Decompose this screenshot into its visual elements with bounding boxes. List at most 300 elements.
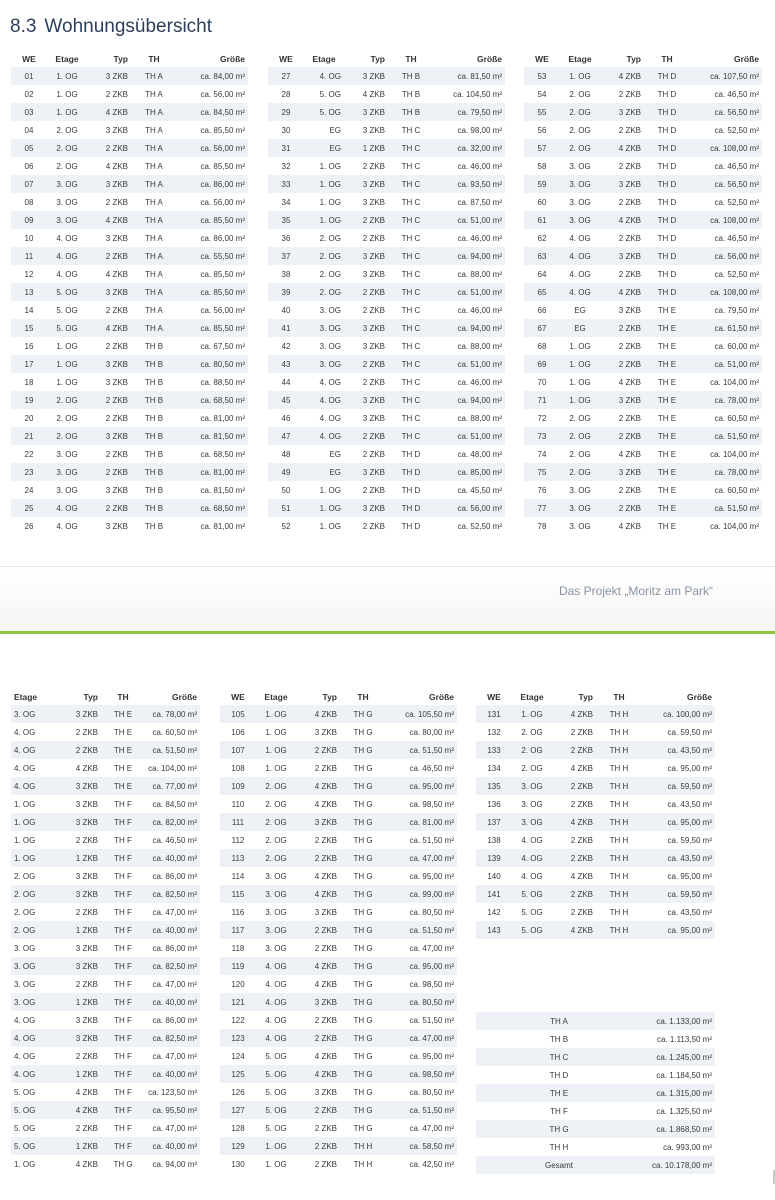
typ-cell: 3 ZKB <box>87 67 131 85</box>
groesse-cell: ca. 94,00 m² <box>434 247 505 265</box>
we-cell: 78 <box>524 517 560 535</box>
apartment-table-bottom-1 <box>11 688 200 1173</box>
header-typ: Typ <box>370 53 385 64</box>
typ-cell: 2 ZKB <box>600 229 644 247</box>
table-row <box>220 921 457 939</box>
groesse-cell: ca. 46,50 m² <box>690 157 762 175</box>
groesse-cell: ca. 98,00 m² <box>434 121 505 139</box>
header-th: TH <box>661 53 673 64</box>
table-row <box>220 1065 457 1083</box>
groesse-cell: ca. 46,00 m² <box>434 157 505 175</box>
we-cell: 75 <box>524 463 560 481</box>
header-groesse: Größe <box>733 53 759 64</box>
we-cell: 109 <box>220 777 256 795</box>
etage-cell: 5. OG <box>256 1047 296 1065</box>
typ-cell: 3 ZKB <box>600 301 644 319</box>
th-cell: TH E <box>644 355 690 373</box>
table-row <box>524 67 762 85</box>
typ-cell: 1 ZKB <box>51 993 101 1011</box>
groesse-cell: ca. 85,50 m² <box>177 211 248 229</box>
we-cell: 24 <box>11 481 47 499</box>
etage-cell: 1. OG <box>11 831 51 849</box>
typ-cell: 4 ZKB <box>600 445 644 463</box>
table-row <box>268 319 505 337</box>
groesse-cell: ca. 43,50 m² <box>642 903 715 921</box>
th-cell: TH G <box>340 921 386 939</box>
typ-cell: 3 ZKB <box>51 939 101 957</box>
table-header-row <box>220 688 457 705</box>
th-cell: TH D <box>644 247 690 265</box>
th-cell: TH D <box>388 463 434 481</box>
groesse-cell: ca. 108,00 m² <box>690 211 762 229</box>
table-row <box>524 211 762 229</box>
typ-cell: 4 ZKB <box>296 777 340 795</box>
groesse-cell: ca. 98,50 m² <box>386 1065 457 1083</box>
groesse-cell: ca. 68,50 m² <box>177 391 248 409</box>
table-row <box>11 211 248 229</box>
th-cell: TH A <box>131 85 177 103</box>
groesse-cell: ca. 88,50 m² <box>177 373 248 391</box>
groesse-cell: ca. 94,00 m² <box>434 391 505 409</box>
etage-cell: 4. OG <box>304 373 344 391</box>
etage-cell: 5. OG <box>256 1065 296 1083</box>
table-row <box>11 957 200 975</box>
th-cell: TH D <box>644 175 690 193</box>
th-cell: TH B <box>131 445 177 463</box>
groesse-cell: ca. 95,50 m² <box>145 1101 200 1119</box>
groesse-cell: ca. 98,50 m² <box>386 975 457 993</box>
table-row <box>220 723 457 741</box>
table-row <box>11 813 200 831</box>
table-header-row <box>268 50 505 67</box>
typ-cell: 3 ZKB <box>600 247 644 265</box>
summary-area-cell: ca. 1.245,00 m² <box>642 1048 715 1066</box>
etage-cell: 4. OG <box>47 247 87 265</box>
etage-cell: 5. OG <box>11 1101 51 1119</box>
etage-cell: 1. OG <box>304 517 344 535</box>
header-th: TH <box>357 691 369 702</box>
th-cell: TH H <box>596 885 642 903</box>
groesse-cell: ca. 46,50 m² <box>690 85 762 103</box>
table-row <box>11 499 248 517</box>
table-row <box>220 1047 457 1065</box>
summary-row <box>476 1048 715 1066</box>
groesse-cell: ca. 104,00 m² <box>145 759 200 777</box>
header-we: WE <box>22 53 36 64</box>
table-row <box>11 1119 200 1137</box>
typ-cell: 2 ZKB <box>344 517 388 535</box>
table-row <box>220 903 457 921</box>
table-row <box>268 373 505 391</box>
typ-cell: 2 ZKB <box>87 139 131 157</box>
header-th: TH <box>405 53 417 64</box>
groesse-cell: ca. 82,00 m² <box>145 813 200 831</box>
etage-cell: 4. OG <box>304 67 344 85</box>
typ-cell: 4 ZKB <box>296 705 340 723</box>
table-row <box>11 1101 200 1119</box>
green-divider <box>0 631 775 634</box>
typ-cell: 3 ZKB <box>344 391 388 409</box>
header-groesse: Größe <box>219 53 245 64</box>
we-cell: 48 <box>268 445 304 463</box>
typ-cell: 4 ZKB <box>51 1083 101 1101</box>
etage-cell: 5. OG <box>512 903 552 921</box>
typ-cell: 2 ZKB <box>344 427 388 445</box>
we-cell: 138 <box>476 831 512 849</box>
th-cell: TH C <box>388 301 434 319</box>
we-cell: 56 <box>524 121 560 139</box>
typ-cell: 3 ZKB <box>51 777 101 795</box>
th-cell: TH G <box>340 867 386 885</box>
etage-cell: 3. OG <box>47 211 87 229</box>
we-cell: 119 <box>220 957 256 975</box>
etage-cell: 3. OG <box>304 355 344 373</box>
th-cell: TH C <box>388 283 434 301</box>
we-cell: 49 <box>268 463 304 481</box>
typ-cell: 3 ZKB <box>344 499 388 517</box>
summary-row <box>476 1156 715 1174</box>
etage-cell: 1. OG <box>560 337 600 355</box>
groesse-cell: ca. 85,50 m² <box>177 157 248 175</box>
table-row <box>220 1155 457 1173</box>
header-groesse: Größe <box>171 691 197 702</box>
table-row <box>11 193 248 211</box>
etage-cell: 4. OG <box>512 831 552 849</box>
typ-cell: 3 ZKB <box>87 175 131 193</box>
table-row <box>220 867 457 885</box>
th-cell: TH G <box>340 957 386 975</box>
groesse-cell: ca. 40,00 m² <box>145 993 200 1011</box>
etage-cell: 2. OG <box>47 139 87 157</box>
th-cell: TH G <box>340 1119 386 1137</box>
groesse-cell: ca. 104,00 m² <box>690 517 762 535</box>
etage-cell: 5. OG <box>47 283 87 301</box>
typ-cell: 3 ZKB <box>51 1029 101 1047</box>
typ-cell: 2 ZKB <box>600 427 644 445</box>
etage-cell: 3. OG <box>560 193 600 211</box>
etage-cell: 5. OG <box>11 1137 51 1155</box>
typ-cell: 2 ZKB <box>600 481 644 499</box>
table-row <box>220 849 457 867</box>
th-cell: TH D <box>388 499 434 517</box>
th-cell: TH E <box>644 445 690 463</box>
etage-cell: 2. OG <box>256 813 296 831</box>
typ-cell: 3 ZKB <box>600 463 644 481</box>
etage-cell: 3. OG <box>11 957 51 975</box>
etage-cell: 1. OG <box>47 67 87 85</box>
we-cell: 45 <box>268 391 304 409</box>
typ-cell: 3 ZKB <box>296 903 340 921</box>
groesse-cell: ca. 68,50 m² <box>177 499 248 517</box>
table-row <box>11 85 248 103</box>
table-row <box>524 175 762 193</box>
table-row <box>220 939 457 957</box>
we-cell: 70 <box>524 373 560 391</box>
groesse-cell: ca. 86,00 m² <box>145 867 200 885</box>
etage-cell: 3. OG <box>256 939 296 957</box>
groesse-cell: ca. 60,50 m² <box>690 409 762 427</box>
table-row <box>268 517 505 535</box>
etage-cell: 4. OG <box>11 1047 51 1065</box>
table-row <box>11 229 248 247</box>
typ-cell: 2 ZKB <box>600 265 644 283</box>
etage-cell: 3. OG <box>304 337 344 355</box>
summary-label-cell: TH B <box>476 1030 642 1048</box>
typ-cell: 2 ZKB <box>296 1119 340 1137</box>
table-row <box>524 355 762 373</box>
table-row <box>11 975 200 993</box>
table-row <box>220 813 457 831</box>
header-th: TH <box>148 53 160 64</box>
typ-cell: 2 ZKB <box>344 211 388 229</box>
th-cell: TH E <box>644 373 690 391</box>
th-cell: TH C <box>388 211 434 229</box>
etage-cell: 3. OG <box>47 193 87 211</box>
th-cell: TH G <box>340 885 386 903</box>
we-cell: 18 <box>11 373 47 391</box>
etage-cell: 2. OG <box>560 409 600 427</box>
th-cell: TH A <box>131 229 177 247</box>
table-row <box>11 67 248 85</box>
table-row <box>524 139 762 157</box>
we-cell: 135 <box>476 777 512 795</box>
etage-cell: 2. OG <box>47 157 87 175</box>
table-row <box>524 517 762 535</box>
th-cell: TH G <box>340 903 386 921</box>
etage-cell: 5. OG <box>11 1083 51 1101</box>
groesse-cell: ca. 51,50 m² <box>690 427 762 445</box>
etage-cell: 4. OG <box>11 723 51 741</box>
typ-cell: 2 ZKB <box>600 355 644 373</box>
groesse-cell: ca. 43,50 m² <box>642 741 715 759</box>
table-row <box>11 445 248 463</box>
table-row <box>268 445 505 463</box>
typ-cell: 2 ZKB <box>296 741 340 759</box>
th-cell: TH G <box>340 759 386 777</box>
groesse-cell: ca. 85,50 m² <box>177 319 248 337</box>
we-cell: 05 <box>11 139 47 157</box>
we-cell: 12 <box>11 265 47 283</box>
table-row <box>268 355 505 373</box>
table-row <box>220 975 457 993</box>
etage-cell: 1. OG <box>560 355 600 373</box>
groesse-cell: ca. 79,50 m² <box>690 301 762 319</box>
typ-cell: 4 ZKB <box>87 319 131 337</box>
table-row <box>524 427 762 445</box>
we-cell: 69 <box>524 355 560 373</box>
table-row <box>11 301 248 319</box>
groesse-cell: ca. 43,50 m² <box>642 849 715 867</box>
table-row <box>476 885 715 903</box>
we-cell: 32 <box>268 157 304 175</box>
etage-cell: 2. OG <box>560 85 600 103</box>
etage-cell: 3. OG <box>256 867 296 885</box>
typ-cell: 2 ZKB <box>87 247 131 265</box>
we-cell: 110 <box>220 795 256 813</box>
groesse-cell: ca. 51,50 m² <box>386 741 457 759</box>
typ-cell: 4 ZKB <box>51 1155 101 1173</box>
typ-cell: 2 ZKB <box>87 337 131 355</box>
typ-cell: 4 ZKB <box>296 957 340 975</box>
header-th: TH <box>117 691 129 702</box>
table-row <box>11 777 200 795</box>
groesse-cell: ca. 32,00 m² <box>434 139 505 157</box>
groesse-cell: ca. 67,50 m² <box>177 337 248 355</box>
summary-table <box>476 1012 715 1174</box>
typ-cell: 3 ZKB <box>51 813 101 831</box>
table-row <box>11 831 200 849</box>
etage-cell: 1. OG <box>256 1137 296 1155</box>
we-cell: 108 <box>220 759 256 777</box>
typ-cell: 4 ZKB <box>600 67 644 85</box>
header-etage: Etage <box>14 691 38 702</box>
etage-cell: 4. OG <box>560 265 600 283</box>
typ-cell: 2 ZKB <box>552 723 596 741</box>
we-cell: 113 <box>220 849 256 867</box>
etage-cell: 5. OG <box>11 1119 51 1137</box>
etage-cell: 1. OG <box>304 499 344 517</box>
table-row <box>268 121 505 139</box>
etage-cell: 4. OG <box>11 777 51 795</box>
th-cell: TH A <box>131 283 177 301</box>
etage-cell: 3. OG <box>11 939 51 957</box>
th-cell: TH H <box>596 777 642 795</box>
header-etage: Etage <box>520 691 544 702</box>
th-cell: TH H <box>596 867 642 885</box>
typ-cell: 2 ZKB <box>344 445 388 463</box>
table-row <box>476 813 715 831</box>
summary-label-cell: TH A <box>476 1012 642 1030</box>
groesse-cell: ca. 60,50 m² <box>690 481 762 499</box>
typ-cell: 2 ZKB <box>344 157 388 175</box>
typ-cell: 2 ZKB <box>51 1119 101 1137</box>
th-cell: TH D <box>644 103 690 121</box>
typ-cell: 4 ZKB <box>87 211 131 229</box>
typ-cell: 2 ZKB <box>344 229 388 247</box>
th-cell: TH B <box>131 337 177 355</box>
th-cell: TH F <box>101 993 145 1011</box>
table-row <box>268 229 505 247</box>
table-row <box>476 777 715 795</box>
th-cell: TH B <box>388 67 434 85</box>
typ-cell: 2 ZKB <box>87 391 131 409</box>
typ-cell: 1 ZKB <box>51 921 101 939</box>
groesse-cell: ca. 47,00 m² <box>386 849 457 867</box>
groesse-cell: ca. 47,00 m² <box>145 1047 200 1065</box>
th-cell: TH F <box>101 1047 145 1065</box>
table-row <box>220 885 457 903</box>
etage-cell: 4. OG <box>256 957 296 975</box>
table-row <box>268 463 505 481</box>
etage-cell: 3. OG <box>11 975 51 993</box>
typ-cell: 1 ZKB <box>344 139 388 157</box>
typ-cell: 2 ZKB <box>296 1155 340 1173</box>
th-cell: TH E <box>644 337 690 355</box>
etage-cell: 1. OG <box>560 67 600 85</box>
th-cell: TH D <box>644 139 690 157</box>
we-cell: 43 <box>268 355 304 373</box>
table-row <box>524 481 762 499</box>
we-cell: 07 <box>11 175 47 193</box>
typ-cell: 3 ZKB <box>344 193 388 211</box>
summary-label-cell: TH D <box>476 1066 642 1084</box>
th-cell: TH E <box>644 463 690 481</box>
th-cell: TH C <box>388 139 434 157</box>
table-row <box>220 795 457 813</box>
table-row <box>11 903 200 921</box>
groesse-cell: ca. 68,50 m² <box>177 445 248 463</box>
etage-cell: 2. OG <box>560 139 600 157</box>
th-cell: TH G <box>340 993 386 1011</box>
typ-cell: 4 ZKB <box>552 759 596 777</box>
th-cell: TH C <box>388 409 434 427</box>
we-cell: 106 <box>220 723 256 741</box>
typ-cell: 2 ZKB <box>296 939 340 957</box>
we-cell: 09 <box>11 211 47 229</box>
table-row <box>524 121 762 139</box>
etage-cell: 4. OG <box>11 1029 51 1047</box>
th-cell: TH F <box>101 957 145 975</box>
table-row <box>524 157 762 175</box>
header-groesse: Größe <box>428 691 454 702</box>
th-cell: TH A <box>131 139 177 157</box>
we-cell: 16 <box>11 337 47 355</box>
we-cell: 142 <box>476 903 512 921</box>
etage-cell: 1. OG <box>256 759 296 777</box>
summary-row <box>476 1138 715 1156</box>
typ-cell: 2 ZKB <box>600 499 644 517</box>
section-title: Wohnungsübersicht <box>44 16 213 37</box>
typ-cell: 4 ZKB <box>87 103 131 121</box>
etage-cell: 1. OG <box>256 723 296 741</box>
header-we: WE <box>535 53 549 64</box>
typ-cell: 2 ZKB <box>552 903 596 921</box>
groesse-cell: ca. 84,50 m² <box>177 103 248 121</box>
table-row <box>524 445 762 463</box>
th-cell: TH G <box>340 939 386 957</box>
we-cell: 11 <box>11 247 47 265</box>
we-cell: 107 <box>220 741 256 759</box>
etage-cell: 2. OG <box>304 229 344 247</box>
th-cell: TH E <box>644 427 690 445</box>
we-cell: 44 <box>268 373 304 391</box>
table-row <box>524 283 762 301</box>
th-cell: TH E <box>644 481 690 499</box>
etage-cell: 3. OG <box>47 463 87 481</box>
etage-cell: 3. OG <box>512 813 552 831</box>
typ-cell: 2 ZKB <box>51 831 101 849</box>
groesse-cell: ca. 108,00 m² <box>690 139 762 157</box>
groesse-cell: ca. 81,00 m² <box>177 517 248 535</box>
we-cell: 55 <box>524 103 560 121</box>
th-cell: TH E <box>644 319 690 337</box>
we-cell: 06 <box>11 157 47 175</box>
typ-cell: 2 ZKB <box>296 759 340 777</box>
th-cell: TH H <box>596 759 642 777</box>
groesse-cell: ca. 84,00 m² <box>177 67 248 85</box>
summary-area-cell: ca. 1.184,50 m² <box>642 1066 715 1084</box>
th-cell: TH D <box>644 265 690 283</box>
table-row <box>11 139 248 157</box>
typ-cell: 3 ZKB <box>344 67 388 85</box>
we-cell: 66 <box>524 301 560 319</box>
table-row <box>11 1137 200 1155</box>
th-cell: TH B <box>131 391 177 409</box>
table-row <box>11 247 248 265</box>
typ-cell: 2 ZKB <box>296 921 340 939</box>
we-cell: 23 <box>11 463 47 481</box>
table-row <box>11 741 200 759</box>
